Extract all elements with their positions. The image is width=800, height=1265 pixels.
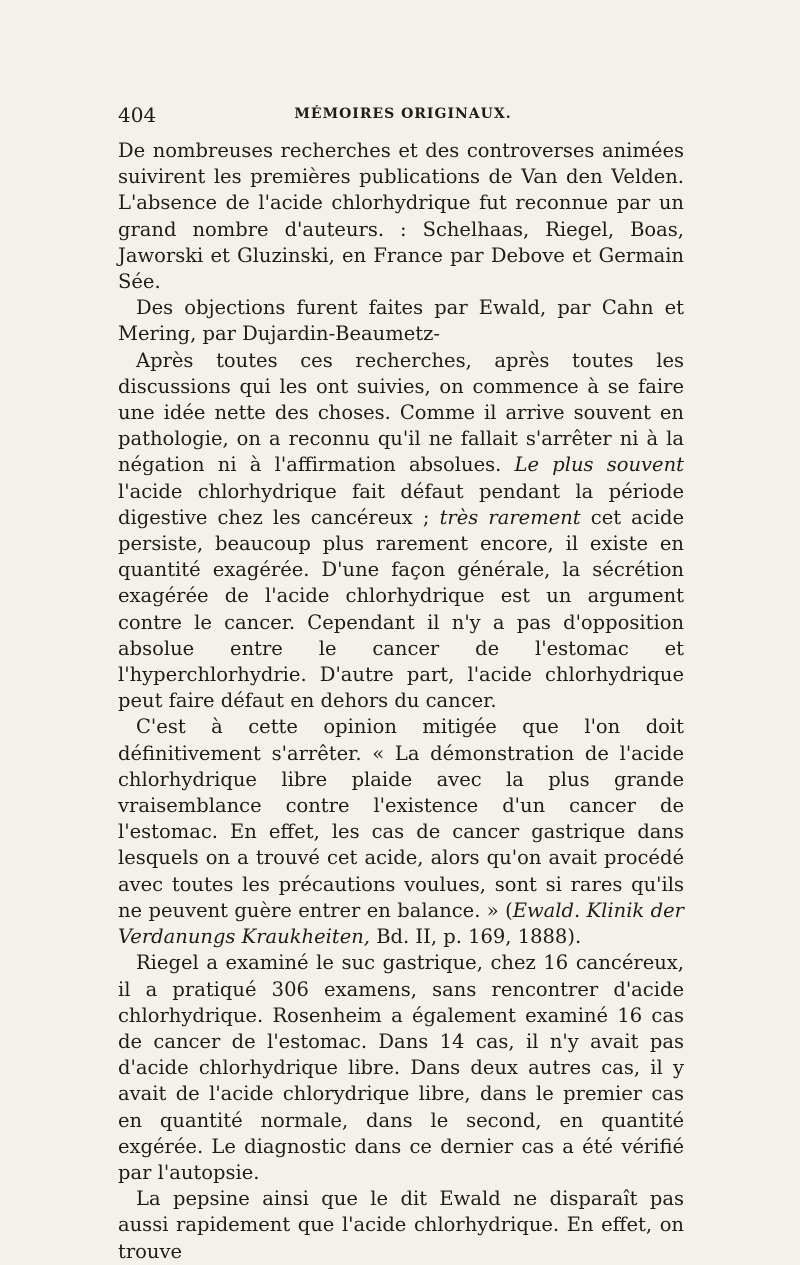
text-run: cet acide persiste, beaucoup plus rarement encore, il existe en quantité exagérée. D'une façon générale, la sécrétion exagérée de l'acide chlorhydrique est un argument contre le cancer. Cependant il n'y a pas d'opposition absolue entre le cancer de l'estomac et l'hyperchlorhydrie. D'autre part, l'acide chlorhydrique peut faire défaut en dehors du cancer.: [118, 505, 684, 713]
text-body: [118, 138, 684, 1265]
text-run: De nombreuses recherches et des controverses animées suivirent les premières publications de Van den Velden. L'absence de l'acide chlorhydrique fut reconnue par un grand nombre d'auteurs. : Schelhaas, Riegel, Boas, Jaworski et Gluzinski, en France par Debove et Germain Sée.: [118, 139, 684, 294]
italic-text: Ewald. Klinik der Verdanungs Kraukheiten,: [118, 898, 684, 949]
text-run: Après toutes ces recherches, après toutes les discussions qui les ont suivies, on commence à se faire une idée nette des choses. Comme il arrive souvent en pathologie, on a reconnu qu'il ne fallait s'arrêter ni à la négation ni à l'affirmation absolues.: [118, 348, 684, 477]
running-head: [118, 103, 688, 129]
italic-text: très rarement: [439, 505, 581, 529]
text-run: Riegel a examiné le suc gastrique, chez 16 cancéreux, il a pratiqué 306 examens, sans rencontrer d'acide chlorhydrique. Rosenheim a également examiné 16 cas de cancer de l'estomac. Dans 14 cas, il n'y avait pas d'acide chlorhydrique libre. Dans deux autres cas, il y avait de l'acide chlorydrique libre, dans le premier cas en quantité normale, dans le second, en quantité exgérée. Le diagnostic dans ce dernier cas a été vérifié par l'autopsie.: [118, 951, 684, 1184]
text-run: Des objections furent faites par Ewald, par Cahn et Mering, par Dujardin-Beaumetz-: [118, 296, 684, 346]
text-run: La pepsine ainsi que le dit Ewald ne disparaît pas aussi rapidement que l'acide chlorhydrique. En effet, on trouve: [118, 1187, 684, 1263]
running-title: MÉMOIRES ORIGINAUX.: [294, 106, 512, 122]
text-run: Bd. II, p. 169, 1888).: [370, 925, 582, 949]
paragraph: [118, 138, 684, 295]
paragraph: [118, 348, 684, 715]
text-run: C'est à cette opinion mitigée que l'on doit définitivement s'arrêter. « La démonstration de l'acide chlorhydrique libre plaide avec la plus grande vraisemblance contre l'existence d'un cancer de l'estomac. En effet, les cas de cancer gastrique dans lesquels on a trouvé cet acide, alors qu'on avait procédé avec toutes les précautions voulues, sont si rares qu'ils ne peuvent guère entrer en balance. » (: [118, 715, 684, 922]
text-run: l'acide chlorhydrique fait défaut pendant la période digestive chez les cancéreux ;: [118, 479, 684, 529]
italic-text: Le plus souvent: [514, 453, 684, 477]
paragraph: [118, 295, 684, 347]
paragraph: [118, 950, 684, 1186]
page-number: 404: [118, 103, 157, 127]
paragraph: [118, 714, 684, 950]
paragraph: [118, 1186, 684, 1265]
